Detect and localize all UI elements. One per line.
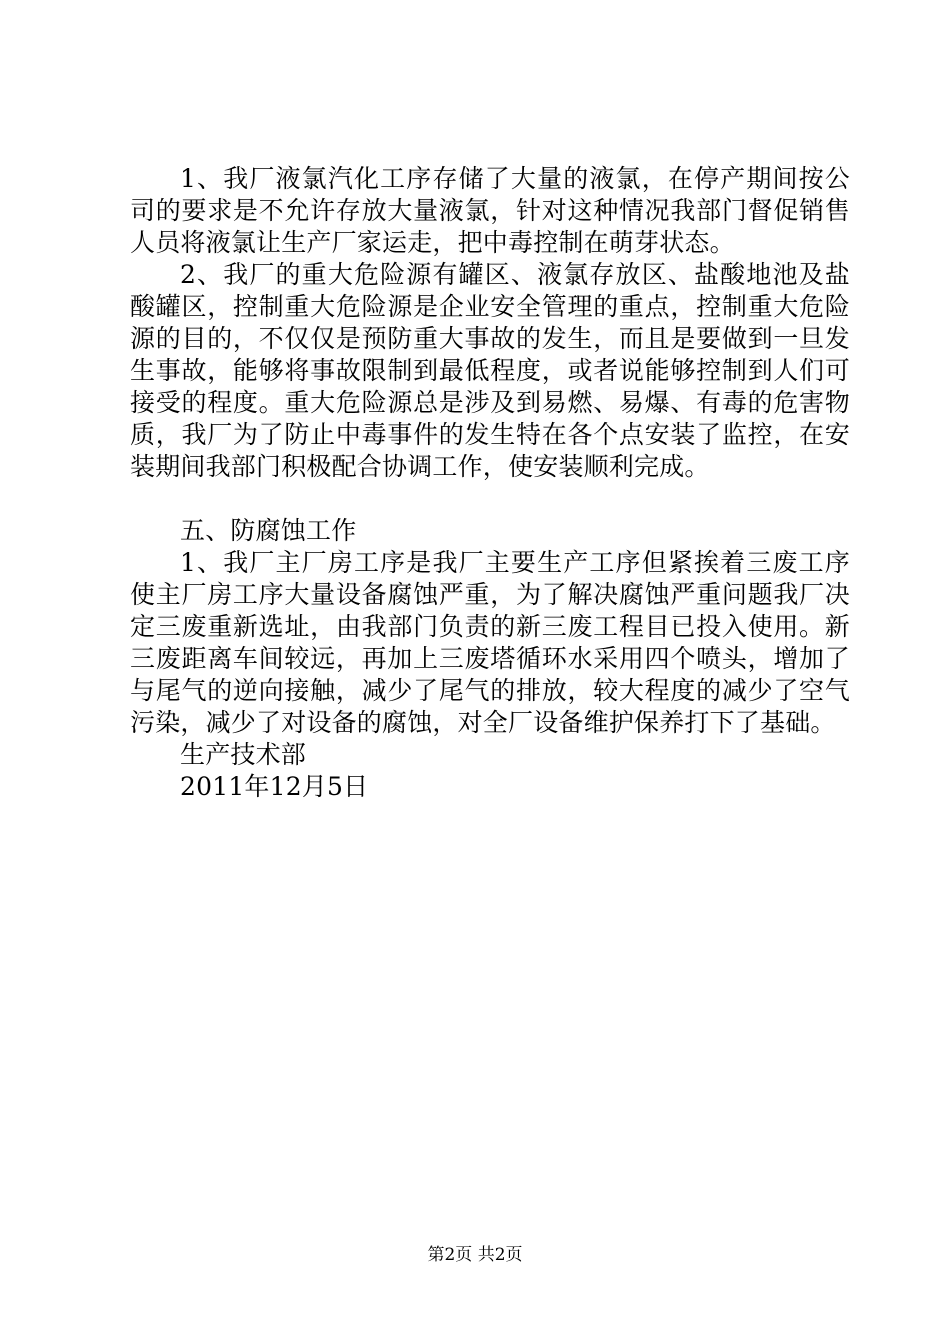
page-footer: 第2页 共2页 — [427, 1245, 523, 1265]
section-heading-anticorrosion: 五、防腐蚀工作 — [180, 516, 357, 545]
signature-department: 生产技术部 — [180, 740, 307, 769]
paragraph-major-hazards: 2、我厂的重大危险源有罐区、液氯存放区、盐酸地池及盐酸罐区，控制重大危险源是企业安全管理的重点，控制重大危险源的目的，不仅仅是预防重大事故的发生，而且是要做到一旦发生事故，能够将事故限制到最低程度，或者说能够控制到人们可接受的程度。重大危险源总是涉及到易燃、易爆、有毒的危害物质，我厂为了防止中毒事件的发生特在各个点安装了监控，在安装期间我部门积极配合协调工作，使安装顺利完成。 — [130, 260, 850, 481]
paragraph-spacer — [130, 483, 850, 515]
paragraph-anticorrosion: 1、我厂主厂房工序是我厂主要生产工序但紧挨着三废工序使主厂房工序大量设备腐蚀严重，为了解决腐蚀严重问题我厂决定三废重新选址，由我部门负责的新三废工程目已投入使用。新三废距离车间较远，再加上三废塔循环水采用四个喷头，增加了与尾气的逆向接触，减少了尾气的排放，较大程度的减少了空气污染，减少了对设备的腐蚀，对全厂设备维护保养打下了基础。 — [130, 548, 850, 737]
signature-date: 2011年12月5日 — [180, 772, 369, 801]
paragraph-liquid-chlorine: 1、我厂液氯汽化工序存储了大量的液氯，在停产期间按公司的要求是不允许存放大量液氯，针对这种情况我部门督促销售人员将液氯让生产厂家运走，把中毒控制在萌芽状态。 — [130, 164, 850, 257]
document-body — [130, 163, 850, 803]
